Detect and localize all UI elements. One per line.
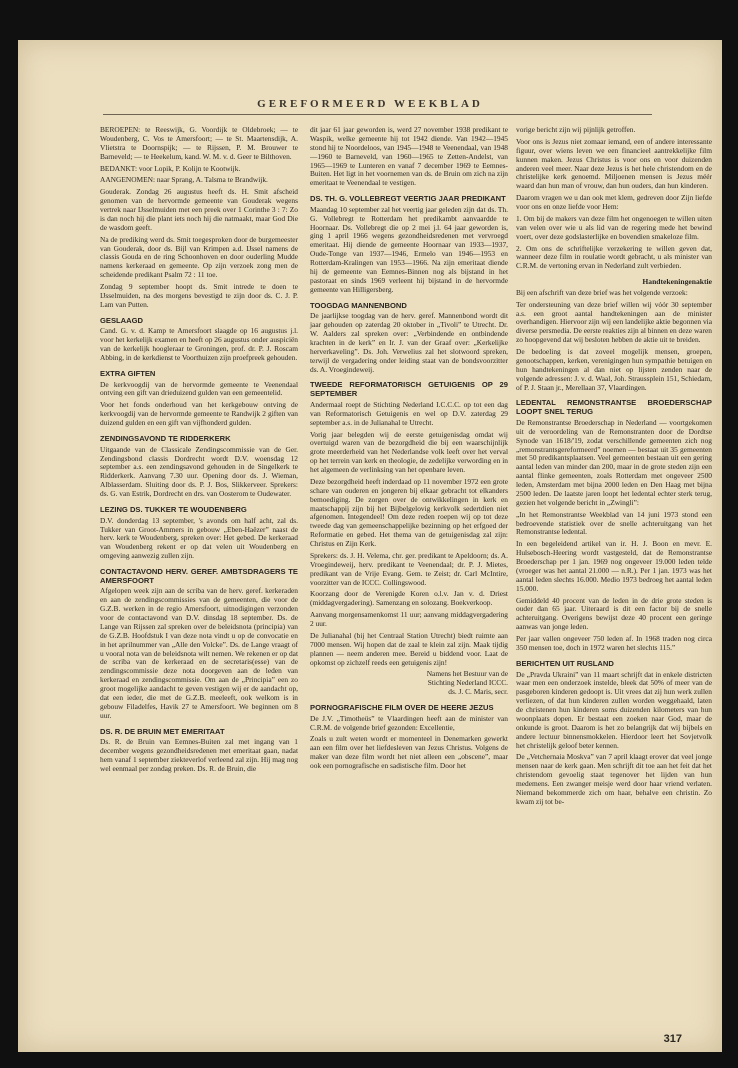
article-heading: LEDENTAL REMONSTRANTSE BROEDERSCHAP LOOPT SNEL TERUG	[516, 398, 712, 417]
paragraph: BEROEPEN: te Reeswijk, G. Voordijk te Oldebroek; — te Woudenberg, C. Vos te Amersfoort; — te St. Maartensdijk, A. Vlietstra te Doornspijk; — te Rijssen, P. M. Brouwer te Barneveld; — te Heekelum, kand. W. M. v. d. Geer te Bilthoven.	[100, 125, 298, 161]
article-subheading: Handtekeningenaktie	[642, 277, 712, 287]
paragraph: Gouderak. Zondag 26 augustus heeft ds. H. Smit afscheid genomen van de hervormde gemeente van Gouderak wegens vertrek naar IJsselmuiden met een preek over 1 Corinthe 3 : 7: Zo is dan noch hij die plant iets noch hij die natmaakt, maar God Die de wasdom geeft.	[100, 187, 298, 232]
newspaper-page	[18, 40, 722, 1052]
paragraph: BEDANKT: voor Lopik, P. Kolijn te Kootwijk.	[100, 163, 241, 173]
article-heading: GESLAAGD	[100, 315, 144, 325]
paragraph: De jaarlijkse toogdag van de herv. geref. Mannenbond wordt dit jaar gehouden op zaterdag 20 oktober in „Tivoli” te Utrecht. Dr. W. Aalders zal spreken over: „Verbindende en ontbindende krachten in de kerk” en Ir. J. van der Graaf over: „Kerkelijke herverkaveling”. Ds. Joh. Verwelius zal het slotwoord spreken, terwijl de vergadering onder leiding staat van de bondsvoorzitter ds. A. Vroegindeweij.	[310, 311, 508, 374]
paragraph: Per jaar vallen ongeveer 750 leden af. In 1968 traden nog circa 350 mensen toe, doch in 1972 waren het slechts 115.”	[516, 634, 712, 652]
column-1	[100, 126, 298, 777]
paragraph: AANGENOMEN: naar Sprang, A. Talsma te Brandwijk.	[100, 175, 268, 185]
column-3	[516, 126, 712, 810]
paragraph: De J.V. „Timotheüs” te Vlaardingen heeft aan de minister van C.R.M. de volgende brief gezonden: Excellentie,	[310, 713, 508, 732]
paragraph: De kerkvoogdij van de hervormde gemeente te Veenendaal ontving een gift van drieduizend gulden van een gemeentelid.	[100, 379, 298, 398]
paragraph: In een begeleidend artikel van ir. H. J. Boon en mevr. E. Hulsebosch-Heering wordt vastgesteld, dat de Remonstrantse Broederschap per 1 jan. 1969 nog ongeveer 19.000 leden telde (vroeger was het aantal 21.000 — n.R.). Per 1 jan. 1973 was het aantal leden slechts 16.000. Medio 1973 bedroeg het aantal leden 15.000.	[516, 539, 712, 593]
article-heading: TWEEDE REFORMATORISCH GETUIGENIS OP 29 SEPTEMBER	[310, 380, 508, 399]
paragraph: De Remonstrantse Broederschap in Nederland — voortgekomen uit de veroordeling van de Remonstranten door de Dordtse Synode van 1618/'19, zodat verschillende gemeenten zich nog „remonstrantsgereformeerd” noemen — bestaat uit 35 gemeenten met 50 predikantsplaatsen. Veel gemeenten bestaan uit een gering aantal leden van minder dan 200, maar in de grote steden zijn een aantal flinke gemeenten, zoals Rotterdam met ongeveer 2500 leden, Amsterdam met bijna 2000 leden en Den Haag met bijna 2500 leden. De laatste jaren loopt het ledental echter sterk terug, gezien het volgende bericht in „Zwingli”:	[516, 417, 712, 507]
paragraph: Voor het fonds onderhoud van het kerkgebouw ontving de kerkvoogdij van de hervormde gemeente te Randwijk 2 giften van duizend gulden en een gift van vijfhonderd gulden.	[100, 400, 298, 428]
article-heading: DS. R. DE BRUIN MET EMERITAAT	[100, 726, 225, 736]
paragraph: Daarom vragen we u dan ook met klem, gedreven door Zijn liefde voor ons en onze liefde voor Hem:	[516, 193, 712, 211]
page-number: 317	[663, 1033, 682, 1045]
paragraph: Cand. G. v. d. Kamp te Amersfoort slaagde op 16 augustus j.l. voor het kerkelijk examen en heeft op 26 augustus onder auspiciën van de kerkelijk hoogleraar te Groningen, prof. dr. P. J. Roscam Abbing, in de kerkdienst te Voorthuizen zijn proefpreek gehouden.	[100, 326, 298, 362]
paragraph: De „Pravda Ukraini” van 11 maart schrijft dat in enkele districten waar men een onderzoek instelde, bleek dat 50% of meer van de pasgeboren kinderen gedoopt is. Uit vrees dat zij hun werk zullen verliezen, of dat hun kinderen zullen worden weggehaald, laten de christenen hun kinderen soms duizenden kilometers van hun woonplaats dopen. Er bestaat een zoeken naar God, maar de onkunde is groot. Daarom is het zo belangrijk dat wij bijbels en andere lectuur binnensmokkelen. Hierdoor leert het Sovjetvolk het christelijk geloof beter kennen.	[516, 669, 712, 750]
paragraph: Sprekers: ds. J. H. Velema, chr. ger. predikant te Apeldoorn; ds. A. Vroegindeweij, herv. predikant te Veenendaal; dr. P. J. Mietes, predikant van de Vrije Evang. Gem. te Zeist; dr. Carl McIntire, voorzitter van de ICCC. Collingswood.	[310, 550, 508, 587]
paragraph: Afgelopen week zijn aan de scriba van de herv. geref. kerkeraden en aan de zendingscommissies van de gemeenten, die voor de G.Z.B. werken in de regio Amersfoort, uitnodigingen verzonden voor de contactavond van D.V. dinsdag 18 september. Ds. de Lange van Rijssen zal spreken over de beleidsnota (principia) van de G.Z.B. Hoofdstuk I van deze nota vindt u op de convocatie en in het aprilnummer van „Alle den Volcke”. Ds. de Lange vraagt of u vooral nota van de beleidsnota wilt nemen. We rekenen er op dat de scriba van de kerkeraad en de secretaris(esse) van de zendingscommissie deze nota doorgeven aan de leden van kerkeraad en zendingscommissie. Om aan de „Principia” een zo groot mogelijke aandacht te geven vestigen wij er de aandacht op, dat een ieder, die met de G.Z.B. meeleeft, ook welkom is in gebouw Filadelfes, Havik 27 te Amersfoort. We beginnen om 8 uur.	[100, 586, 298, 720]
paragraph: Aanvang morgensamenkomst 11 uur; aanvang middagvergadering 2 uur.	[310, 610, 508, 628]
article-heading: TOOGDAG MANNENBOND	[310, 300, 407, 310]
signature-line: ds. J. C. Maris, secr.	[448, 687, 508, 697]
masthead-rule	[103, 114, 652, 115]
paragraph: „In het Remonstrantse Weekblad van 14 juni 1973 stond een bedroevende statistiek over de snelle achteruitgang van het Remonstrantse ledental.	[516, 509, 712, 537]
signature-line: Namens het Bestuur van de	[426, 669, 508, 679]
paragraph: Uitgaande van de Classicale Zendingscommissie van de Ger. Zendingsbond classis Dordrecht wordt D.V. woensdag 12 september a.s. een zendingsavond gehouden in de Singelkerk te Ridderkerk. Aanvang 7.30 uur. Opening door ds. J. Wieman, Alblasserdam. Sluiting door ds. P. J. Bos, Slikkerveer. Sprekers: ds. G. van Estrik, Dordrecht en drs. van Oosterom te Oudewater.	[100, 444, 298, 499]
paragraph: dit jaar 61 jaar geworden is, werd 27 november 1938 predikant te Waspik, welke gemeente hij tot 1942 diende. Van 1942—1945 stond hij te Noordeloos, van 1945—1948 te Veenendaal, van 1948—1960 te Barneveld, van 1960—1965 te Zetten-Andelst, van 1965—1969 te Lunteren en vanaf 7 december 1969 te Eemnes-Buiten. Het ligt in het voornemen van ds. de Bruin om zich na zijn emeritaat te Veenendaal te vestigen.	[310, 125, 508, 188]
paragraph: Andermaal roept de Stichting Nederland I.C.C.C. op tot een dag van Reformatorisch Getuigenis en wel op D.V. zaterdag 29 september a.s. in de Julianahal te Utrecht.	[310, 399, 508, 427]
paragraph: Ds. R. de Bruin van Eemnes-Buiten zal met ingang van 1 december wegens gezondheidsredenen met emeritaat gaan, nadat hem vanaf 1 september ziekteverlof verleend zal zijn. Hij mag nog wel eenmaal per zondag preken. Ds. R. de Bruin, die	[100, 737, 298, 773]
paragraph: Na de prediking werd ds. Smit toegesproken door de burgemeester van Gouderak, door ds. Bijl van Krimpen a.d. IJssel namens de classis Gouda en de ring Schoonhoven en door ouderling Mudde namens kerkeraad en gemeente. Op zijn verzoek zong men de scheidende predikant Psalm 72 : 11 toe.	[100, 234, 298, 280]
paragraph: Zoals u zult weten wordt er momenteel in Denemarken gewerkt aan een film over het liefdesleven van Jezus Christus. Volgens de maker van deze film wordt het niet alleen een „obscene”, maar ook een pornografische en sadistische film. Door het	[310, 734, 508, 771]
article-heading: EXTRA GIFTEN	[100, 368, 156, 378]
column-2	[310, 126, 508, 774]
paragraph: Maandag 10 september zal het veertig jaar geleden zijn dat ds. Th. G. Vollebregt te Rotterdam het predikambt aanvaardde te Hoornaar. Ds. Vollebregt die op 2 mei j.l. 64 jaar geworden is, ging 1 april 1966 wegens gezondheidsredenen met vervroegd emeritaat. Hij diende de gemeente Hoornaar van 1933—1937, Oude-Tonge van 1937—1946, Ermelo van 1946—1953 en Rotterdam-Kralingen van 1953—1966. Na zijn emeritaat diende hij de gemeente van Eemnes-Binnen nog als bijstand in het pastoraat en sinds 1969 verleent hij bijstand in de hervormde gemeente van Hilligersberg.	[310, 204, 508, 294]
article-heading: ZENDINGSAVOND TE RIDDERKERK	[100, 433, 231, 443]
paragraph: Zondag 9 september hoopt ds. Smit intrede te doen te IJsselmuiden, na des morgens bevestigd te zijn door ds. C. J. P. Lam van Putten.	[100, 282, 298, 309]
article-heading: DS. TH. G. VOLLEBREGT VEERTIG JAAR PREDIKANT	[310, 194, 506, 204]
article-heading: LEZING DS. TUKKER TE WOUDENBERG	[100, 504, 247, 514]
masthead: GEREFORMEERD WEEKBLAD	[257, 98, 483, 110]
paragraph: Gemiddeld 40 procent van de leden in de drie grote steden is ouder dan 65 jaar. Uiteraard is dit een factor bij de snelle achteruitgang. Overigens bewijst deze 40 procent een geringe aanwas van jonge leden.	[516, 595, 712, 632]
paragraph: 1. Om bij de makers van deze film het ongenoegen te willen uiten van velen over wie u als lid van de regering mede het bewind voert, over deze godslasterlijke en bovendien smakeloze film.	[516, 213, 712, 241]
paragraph: vorige bericht zijn wij pijnlijk getroffen.	[516, 125, 636, 134]
article-heading: CONTACTAVOND HERV. GEREF. AMBTSDRAGERS TE AMERSFOORT	[100, 567, 298, 585]
paragraph: Deze bezorgdheid heeft inderdaad op 11 november 1972 een grote schare van ouderen en jongeren bij elkaar gebracht tot elkanders bemoediging. De zorgen over de ontwikkelingen in kerk en maatschappij zijn bij het Bijbelgelovig kerkvolk sedertdien niet afgenomen. Integendeel! Om deze reden roepen wij op tot deze tweede dag van gemeenschappelijke bezinning op het erfgoed der Reformatie en gebed. Het thema van de getuigenisdag zal zijn: Christus en Zijn Kerk.	[310, 476, 508, 548]
paragraph: Koorzang door de Verenigde Koren o.l.v. Jan v. d. Driest (middagvergadering). Samenzang en solozang. Boekverkoop.	[310, 589, 508, 608]
paragraph: 2. Om ons de schriftelijke verzekering te willen geven dat, wanneer deze film in roulatie wordt gebracht, u als minister van C.R.M. de vertoning ervan in Nederland zult verbieden.	[516, 243, 712, 271]
paragraph: Vorig jaar belegden wij de eerste getuigenisdag omdat wij overtuigd waren van de bezorgdheid die bij een waarschijnlijk grote meerderheid van het Nederlandse volk leeft over het verval op het terrein van kerk en theologie, de zedelijke verwording en in het algemeen de verlinksing van het openbare leven.	[310, 429, 508, 474]
signature-line: Stichting Nederland ICCC.	[427, 678, 508, 688]
paragraph: Bij een afschrift van deze brief was het volgende verzoek:	[516, 287, 688, 297]
paragraph: De Julianahal (bij het Centraal Station Utrecht) biedt ruimte aan 7000 mensen. Wij hopen dat de zaal te klein zal zijn. Maak tijdig plannen — neem anderen mee. Bereid u biddend voor. Laat de opkomst op zichzelf reeds een getuigenis zijn!	[310, 630, 508, 667]
article-heading: PORNOGRAFISCHE FILM OVER DE HEERE JEZUS	[310, 703, 494, 712]
paragraph: Ter ondersteuning van deze brief willen wij vóór 30 september a.s. een groot aantal handtekeningen aan de minister overhandigen. Hiervoor zijn wij een landelijke aktie begonnen via diverse persmedia. De eerste reakties zijn al binnen en deze waren zo hoopgevend dat wij besloten hebben de aktie uit te breiden.	[516, 299, 712, 345]
paragraph: Voor ons is Jezus niet zomaar iemand, een of andere interessante figuur, over wiens leven we een financieel aantrekkelijke film kunnen maken. Jezus Christus is voor ons en voor duizenden anderen veel meer. Naar deze Jezus is het hele christendom en de christelijke kerk genoemd. Miljoenen mensen is Jezus méér waard dan hun man of vrouw, dan hun ouders, dan hun kinderen.	[516, 136, 712, 191]
paragraph: De bedoeling is dat zoveel mogelijk mensen, groepen, genootschappen, kerken, verenigingen hun sympathie betuigen en hun handtekeningen al dan niet op lijsten zenden naar de volgende adressen: J. v. d. Waal, Joh. Straussplein 151, Schiedam, of P. J. Staan jr., Merellaan 37, Vlaardingen.	[516, 347, 712, 392]
paragraph: D.V. donderdag 13 september, 's avonds om half acht, zal ds. Tukker van Groot-Ammers in gebouw „Eben-Haëzer” naast de herv. kerk te Woudenberg, spreken over: Het gebed. De kerkeraad van Woudenberg rekent er op dat velen uit Woudenberg en omgeving aanwezig zullen zijn.	[100, 515, 298, 561]
article-heading: BERICHTEN UIT RUSLAND	[516, 658, 614, 668]
paragraph: De „Vetchernaia Moskva” van 7 april klaagt erover dat veel jonge mensen naar de kerk gaan. Men schrijft dit toe aan het feit dat het christendom gevoelig staat tegenover het lijden van hun medemens. Een zwanger meisje werd door haar vriend verlaten. Niemand bekommerde zich om haar, behalve een christin. Zo kwam zij tot be-	[516, 752, 712, 806]
